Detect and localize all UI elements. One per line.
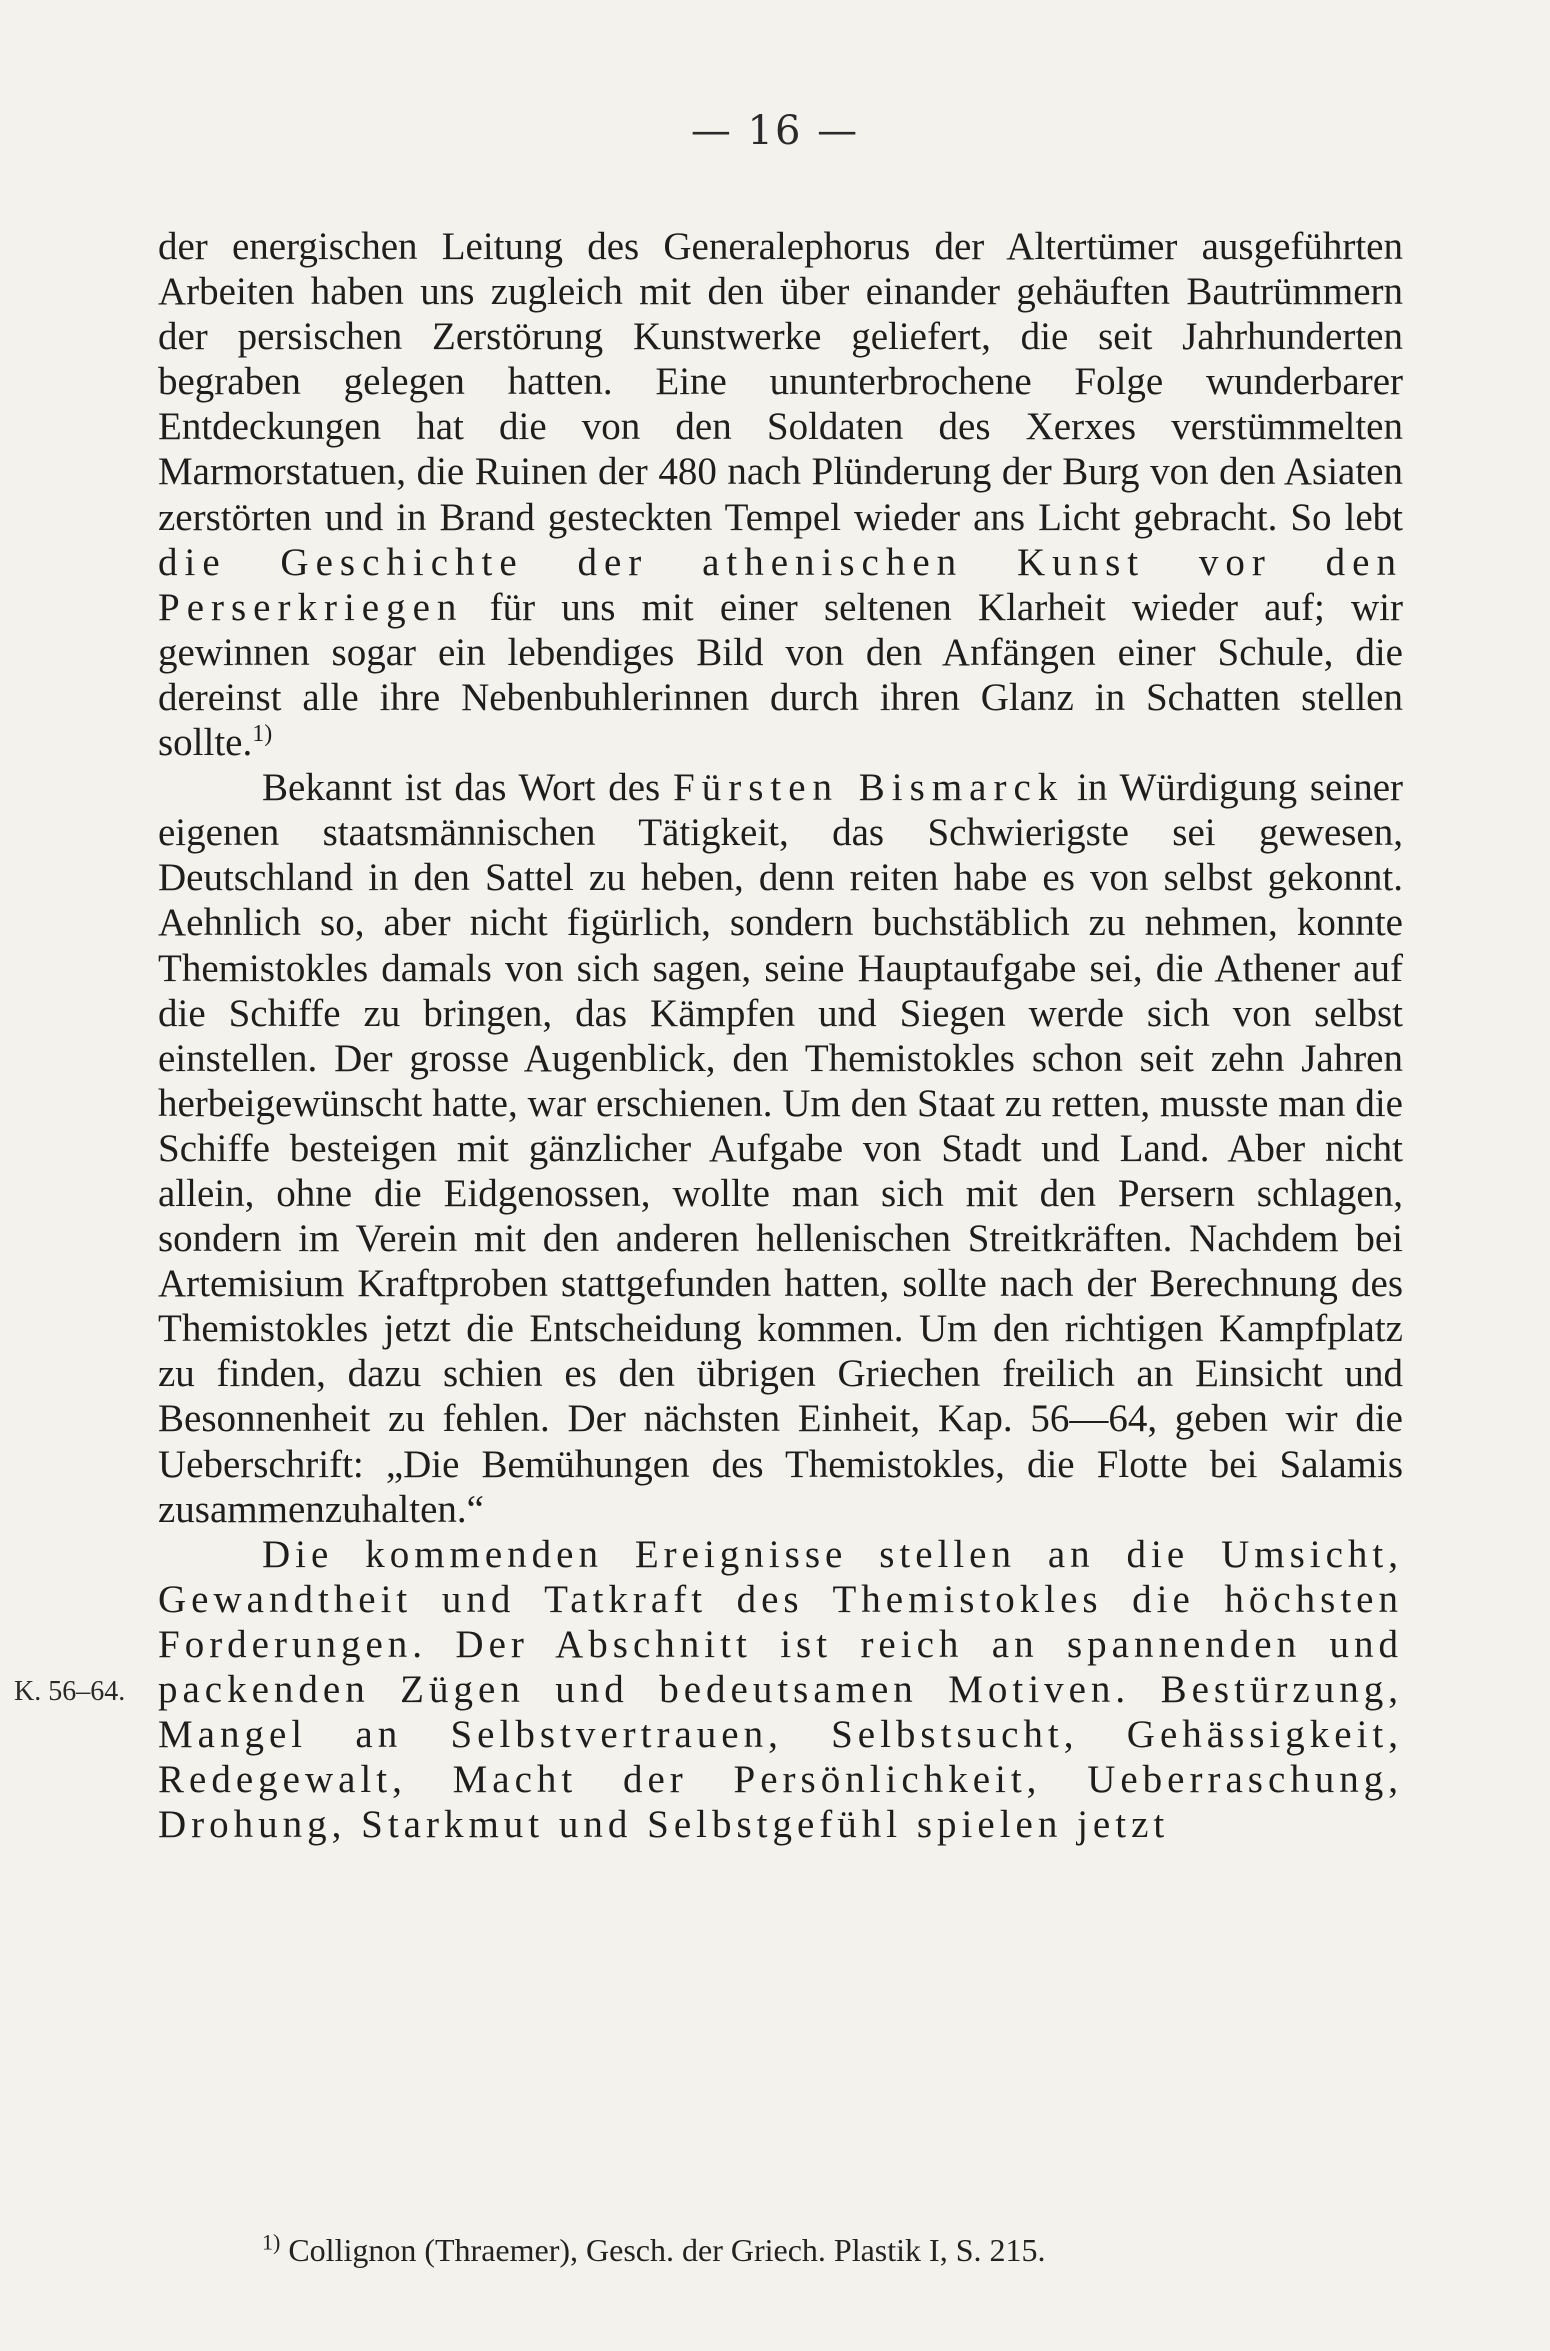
footnote-text: Collignon (Thraemer), Gesch. der Griech. Plastik I, S. 215. bbox=[288, 2232, 1046, 2268]
paragraph-3: Die kommenden Ereignisse stellen an die Umsicht, Gewandtheit und Tatkraft des Themistokles die höchsten Forderungen. Der Abschnitt ist reich an spannenden und packenden Zügen und bedeutsamen Motiven. Bestürzung, Mangel an Selbstvertrauen, Selbstsucht, Gehässigkeit, Redegewalt, Macht der Persönlichkeit, Ueberraschung, Drohung, Starkmut und Selbstgefühl spielen jetzt bbox=[158, 1532, 1403, 1847]
page-number: — 16 — bbox=[690, 108, 860, 154]
paragraph-1-end: für uns mit einer seltenen Klarheit wieder auf; wir gewinnen sogar ein lebendiges Bild von den Anfängen einer Schule, die dereinst alle ihre Nebenbuhlerinnen durch ihren Glanz in Schatten stellen sollte. bbox=[158, 585, 1403, 765]
paragraph-2-start: Bekannt ist das Wort des bbox=[262, 766, 674, 810]
footnote bbox=[262, 2229, 1402, 2269]
margin-note: K. 56–64. bbox=[14, 1676, 126, 1707]
footnote-reference: 1) bbox=[252, 721, 273, 748]
paragraph-2-emphasis: Fürsten Bismarck bbox=[673, 766, 1065, 810]
paragraph-1-text: der energischen Leitung des Generalephorus der Altertümer ausgeführten Arbeiten haben uns zugleich mit den über einander gehäuften Bautrümmern der persischen Zerstörung Kunstwerke geliefert, die seit Jahrhunderten begraben gelegen hatten. Eine ununterbrochene Folge wunderbarer Entdeckungen hat die von den Soldaten des Xerxes verstümmelten Marmorstatuen, die Ruinen der 480 nach Plünderung der Burg von den Asiaten zerstörten und in Brand gesteckten Tempel wieder ans Licht gebracht. So lebt bbox=[158, 225, 1403, 539]
footnote-mark: 1) bbox=[262, 2229, 281, 2255]
paragraph-1 bbox=[158, 224, 1403, 765]
paragraph-1-emphasis: die Geschichte der athenischen Kunst vor den Perserkriegen bbox=[158, 540, 1403, 629]
paragraph-2 bbox=[158, 765, 1403, 1532]
paragraph-2-end: in Würdigung seiner eigenen staatsmännischen Tätigkeit, das Schwierigste sei gewesen, Deutschland in den Sattel zu heben, denn reiten habe es von selbst gekonnt. Aehnlich so, aber nicht figürlich, sondern buchstäblich zu nehmen, konnte Themistokles damals von sich sagen, seine Hauptaufgabe sei, die Athener auf die Schiffe zu bringen, das Kämpfen und Siegen werde sich von selbst einstellen. Der grosse Augenblick, den Themistokles schon seit zehn Jahren herbeigewünscht hatte, war erschienen. Um den Staat zu retten, musste man die Schiffe besteigen mit gänzlicher Aufgabe von Stadt und Land. Aber nicht allein, ohne die Eidgenossen, wollte man sich mit den Persern schlagen, sondern im Verein mit den anderen hellenischen Streitkräften. Nachdem bei Artemisium Kraftproben stattgefunden hatten, sollte nach der Berechnung des Themistokles jetzt die Entscheidung kommen. Um den richtigen Kampfplatz zu finden, dazu schien es den übrigen Griechen freilich an Einsicht und Besonnenheit zu fehlen. Der nächsten Einheit, Kap. 56—64, geben wir die Ueberschrift: „Die Bemühungen des Themistokles, die Flotte bei Salamis zusammenzuhalten.“ bbox=[158, 766, 1403, 1531]
body-text bbox=[158, 224, 1403, 1847]
